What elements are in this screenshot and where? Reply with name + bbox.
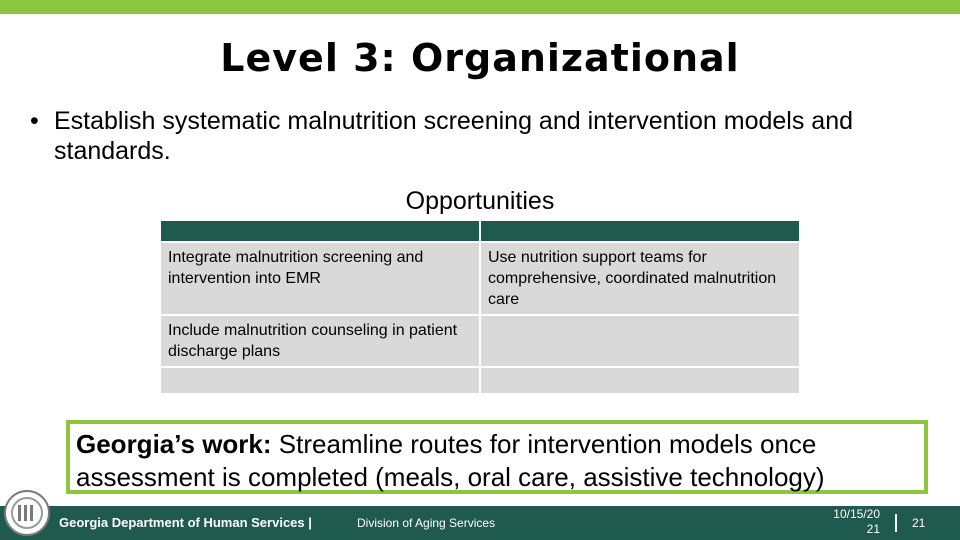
top-accent-bar: [0, 0, 960, 14]
table-row: [160, 242, 800, 315]
bullet-item: [30, 106, 930, 166]
table-cell: [480, 315, 800, 367]
table-cell: Include malnutrition counseling in patient discharge plans: [160, 315, 480, 367]
footer-divider: [895, 514, 897, 532]
callout-label: Georgia’s work:: [76, 429, 272, 459]
table-cell: [160, 367, 480, 394]
seal-pillars: [18, 505, 36, 521]
slide-title: Level 3: Organizational: [220, 36, 740, 80]
footer-bar: [0, 506, 960, 540]
callout-text: Streamline routes for intervention models once assessment is completed (meals, oral care, assistive technology): [76, 429, 825, 492]
table-title: Opportunities: [405, 187, 555, 215]
georgia-seal-icon: [4, 490, 50, 536]
department-name: Georgia Department of Human Services |: [59, 515, 312, 530]
table-cell: [480, 367, 800, 394]
opportunities-table: [159, 219, 801, 395]
table-cell: Integrate malnutrition screening and intervention into EMR: [160, 242, 480, 315]
georgia-work-callout: [66, 420, 928, 494]
bullet-text: Establish systematic malnutrition screening and intervention models and standards.: [54, 107, 854, 165]
division-name: Division of Aging Services: [357, 516, 496, 530]
table-row: [160, 315, 800, 367]
table-header-cell: [160, 220, 480, 242]
bullet-dot-icon: •: [30, 107, 39, 135]
page-number: 21: [912, 516, 926, 530]
table-row: [160, 367, 800, 394]
table-header-row: [160, 220, 800, 242]
slide-date: 10/15/20 21: [833, 507, 880, 536]
table-header-cell: [480, 220, 800, 242]
table-cell: Use nutrition support teams for comprehensive, coordinated malnutrition care: [480, 242, 800, 315]
